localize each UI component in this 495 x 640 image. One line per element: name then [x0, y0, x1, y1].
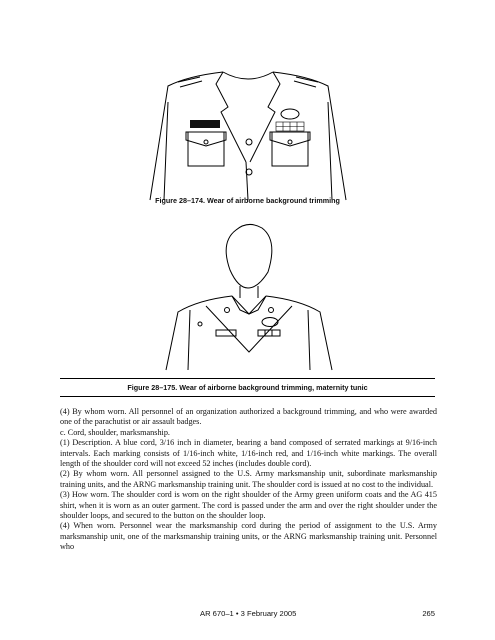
paragraph: (1) Description. A blue cord, 3/16 inch in diameter, bearing a band composed of serrated markings at 9/16-inch intervals. Each marking consists of 1/16-inch white, 1/16-inch red, and 1/16-inch white markings. The overall length of the shoulder cord will not exceed 52 inches (includes double cord). — [60, 438, 437, 469]
coat-drawing — [128, 62, 368, 202]
body-text — [60, 407, 437, 553]
paragraph: (4) By whom worn. All personnel of an organization authorized a background trimming, and who were awarded one of the parachutist or air assault badges. — [60, 407, 437, 427]
paragraph: (4) When worn. Personnel wear the marksmanship cord during the period of assignment to the U.S. Army marksmanship unit, one of the marksmanship training units, or the ARNG marksmanship training unit. Personnel who — [60, 521, 437, 552]
figure-coat-illustration — [0, 62, 495, 202]
document-reference: AR 670–1 • 3 February 2005 — [200, 609, 297, 618]
figure-maternity-illustration — [0, 222, 495, 372]
paragraph: (3) How worn. The shoulder cord is worn on the right shoulder of the Army green uniform coats and the AG 415 shirt, when it is worn as an outer garment. The cord is passed under the arm and over the right shoulder under the shoulder loops, and secured to the button on the shoulder loop. — [60, 490, 437, 521]
figure-caption-175: Figure 28–175. Wear of airborne background trimming, maternity tunic — [127, 383, 368, 392]
paragraph: c. Cord, shoulder, marksmanship. — [60, 427, 170, 437]
paragraph: (2) By whom worn. All personnel assigned to the U.S. Army marksmanship unit, subordinate marksmanship training units, and the ARNG marksmanship training unit. The shoulder cord is issued at no cost to the individual. — [60, 469, 437, 489]
figure-divider — [60, 378, 435, 379]
figure-divider — [60, 396, 435, 397]
figure-caption-174: Figure 28–174. Wear of airborne background trimming — [155, 196, 340, 205]
maternity-tunic-drawing — [128, 222, 368, 372]
page-number: 265 — [422, 609, 435, 618]
